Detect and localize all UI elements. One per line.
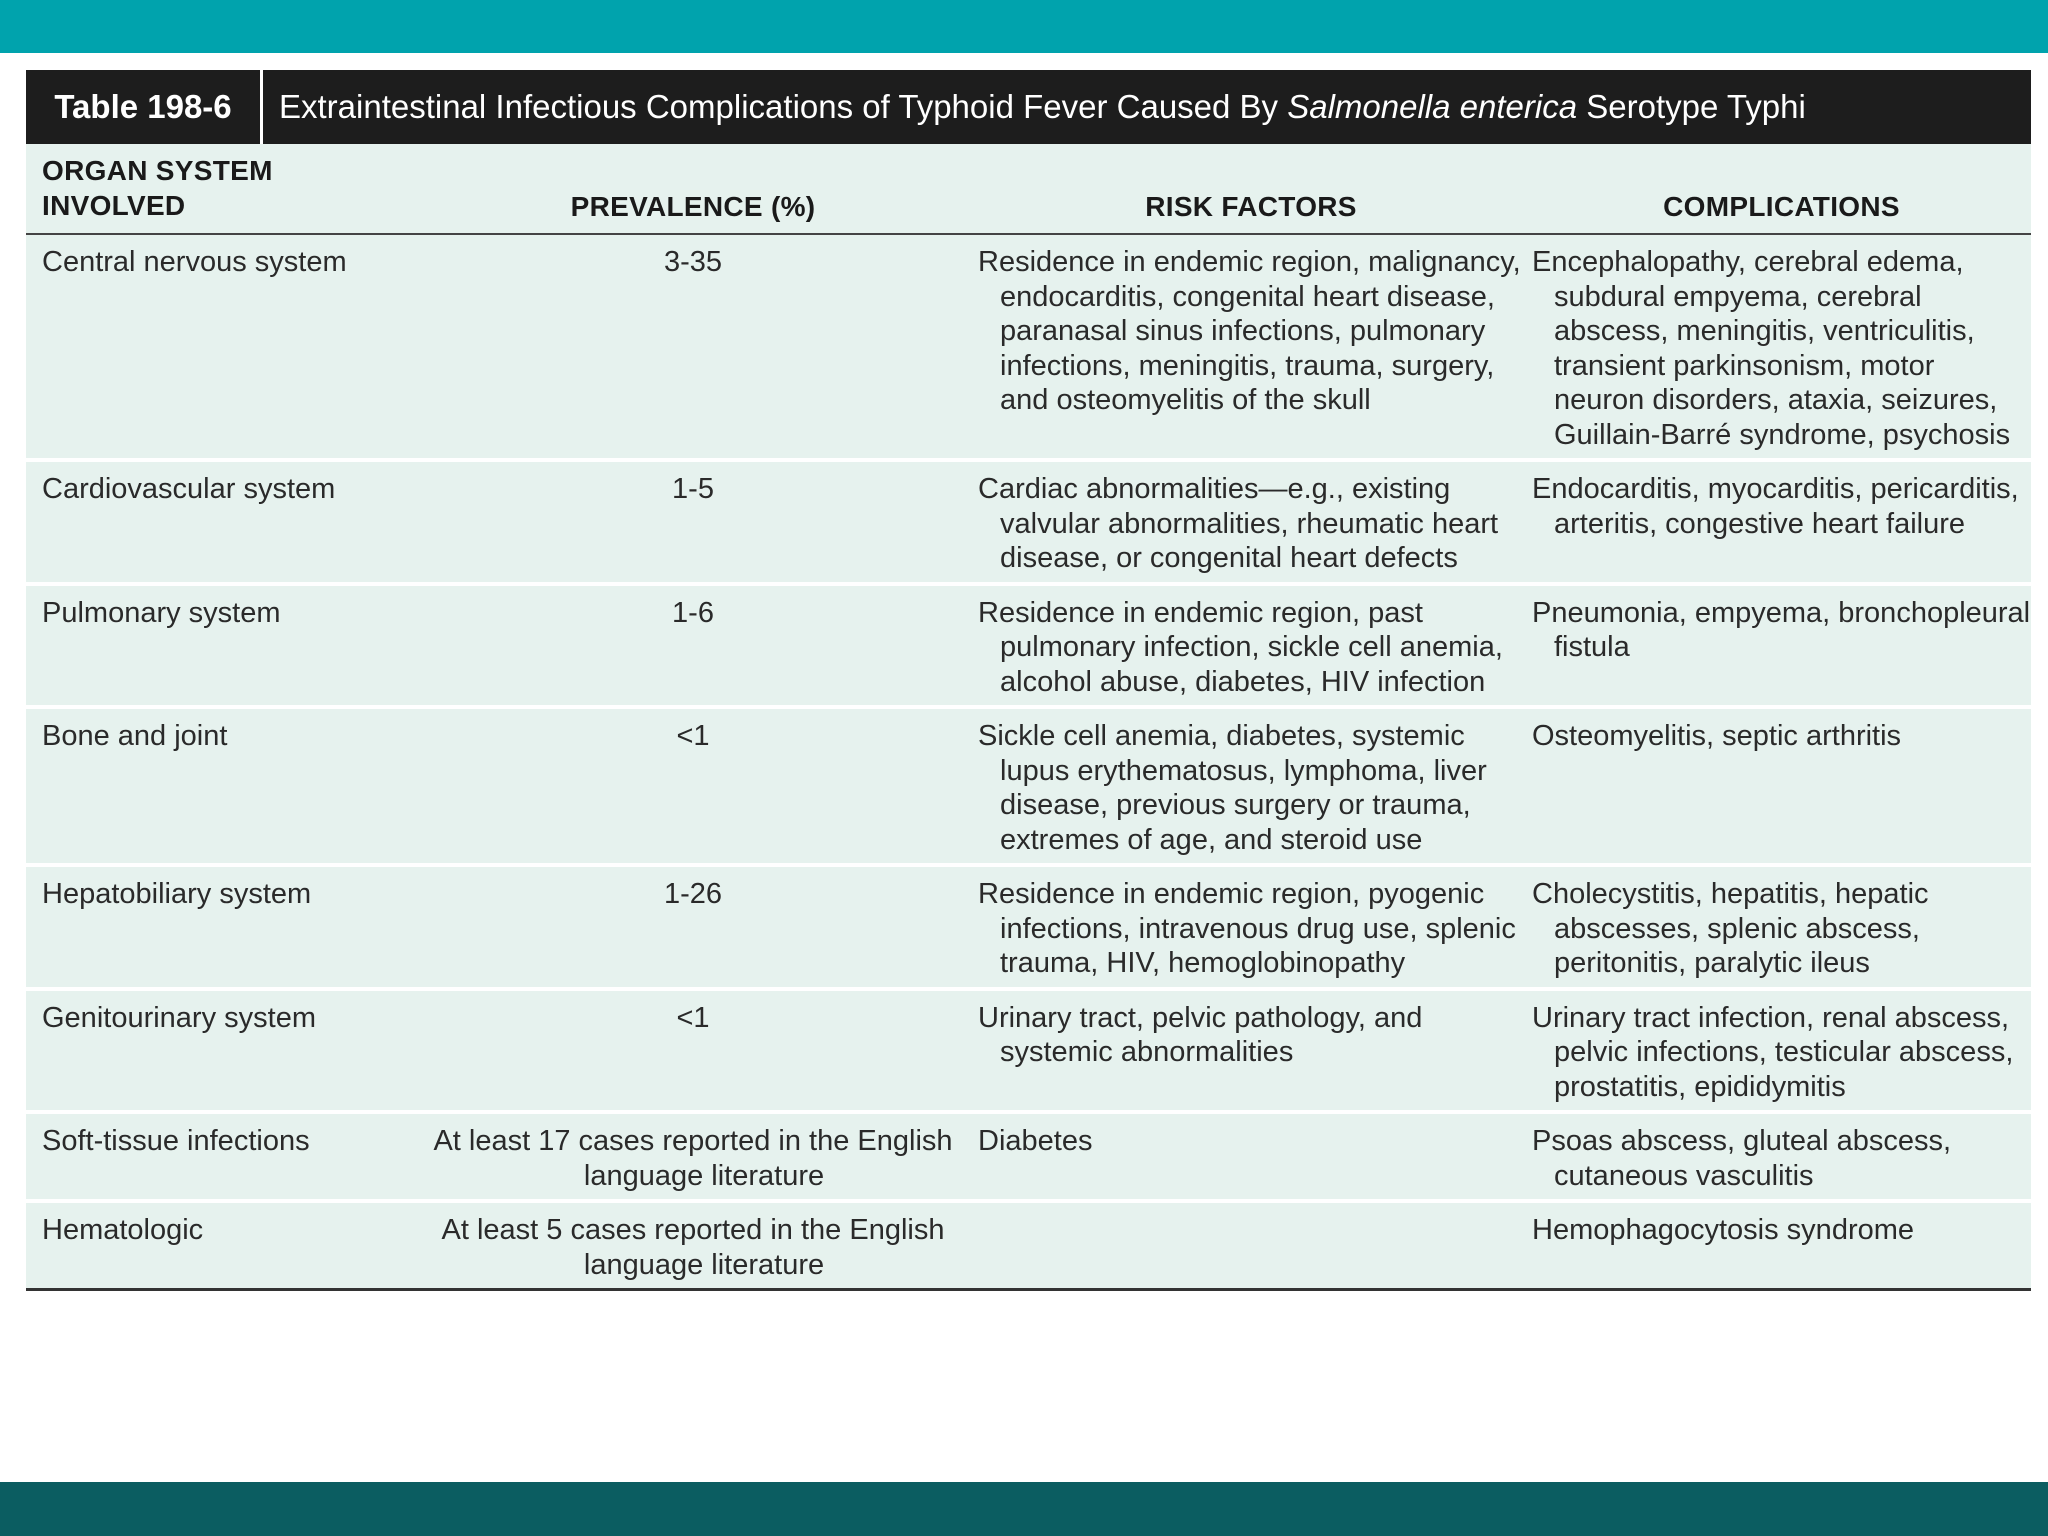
cell-risk [970,1124,1524,1193]
cell-risk-text: Sickle cell anemia, diabetes, systemic lupus erythematosus, lymphoma, liver disease, previous surgery or trauma, extremes of age, and steroid use [978,720,1487,856]
cell-complications-text: Osteomyelitis, septic arthritis [1532,720,1902,752]
cell-organ: Central nervous system [42,246,347,278]
cell-risk-text: Residence in endemic region, pyogenic infections, intravenous drug use, splenic trauma, HIV, hemoglobinopathy [978,878,1516,979]
table-row [26,991,2031,1115]
cell-prevalence-text: 1-5 [672,473,714,505]
cell-complications [1524,1001,2031,1105]
cell-risk [970,1213,1524,1282]
table-number: Table 198-6 [26,70,263,144]
cell-complications [1524,245,2031,452]
cell-prevalence [416,1124,970,1193]
table-row [26,462,2031,586]
cell-organ: Genitourinary system [42,1001,316,1034]
cell-prevalence [416,596,970,700]
header-organ-line2: INVOLVED [42,190,186,221]
cell-prevalence-text: <1 [676,720,710,752]
table-title-part2: Serotype Typhi [1577,88,1806,125]
cell-organ: Hepatobiliary system [42,878,312,910]
cell-prevalence-text: <1 [676,1001,710,1034]
cell-prevalence [416,472,970,576]
cell-risk [970,245,1524,452]
cell-prevalence [416,1001,970,1105]
table-row [26,586,2031,710]
cell-organ: Bone and joint [42,720,228,752]
header-organ-line1: ORGAN SYSTEM [42,155,273,186]
table-title-bar [26,70,2031,144]
table-title [263,88,1806,126]
cell-organ: Soft-tissue infections [42,1125,310,1157]
cell-risk-text: Diabetes [978,1125,1093,1157]
cell-risk [970,877,1524,981]
cell-prevalence-text: 3-35 [663,246,723,278]
cell-risk [970,596,1524,700]
cell-complications-text: Cholecystitis, hepatitis, hepatic abscesses, splenic abscess, peritonitis, paralytic ileus [1532,878,1929,979]
header-organ-system [26,144,416,233]
cell-complications [1524,472,2031,576]
cell-risk [970,719,1524,857]
table-title-italic: Salmonella enterica [1287,88,1578,125]
cell-complications [1524,596,2031,700]
cell-prevalence [416,877,970,981]
cell-organ: Pulmonary system [42,596,281,629]
cell-complications [1524,877,2031,981]
cell-prevalence [416,1213,970,1282]
header-prevalence: PREVALENCE (%) [570,191,816,222]
header-complications: COMPLICATIONS [1663,191,1900,222]
cell-organ: Cardiovascular system [42,473,336,505]
table-title-part1: Extraintestinal Infectious Complications of Typhoid Fever Caused By [279,88,1288,125]
cell-prevalence-text: 1-6 [672,596,714,629]
table-row [26,867,2031,991]
cell-risk [970,1001,1524,1105]
cell-risk [970,472,1524,576]
table-row [26,235,2031,462]
cell-prevalence [416,719,970,857]
bottom-accent-bar [0,1482,2048,1536]
cell-complications [1524,719,2031,857]
table-row [26,1203,2031,1291]
cell-risk-text: Residence in endemic region, malignancy, endocarditis, congenital heart disease, paranasal sinus infections, pulmonary infections, meningitis, trauma, surgery, and osteomyelitis of the skull [978,246,1521,416]
cell-risk-text: Residence in endemic region, past pulmonary infection, sickle cell anemia, alcohol abuse, diabetes, HIV infection [978,596,1503,698]
cell-prevalence-text: 1-26 [663,878,723,910]
cell-risk-text: Cardiac abnormalities—e.g., existing valvular abnormalities, rheumatic heart disease, or congenital heart defects [978,473,1499,574]
cell-complications-text: Hemophagocytosis syndrome [1532,1214,1915,1246]
table-header-row [26,144,2031,235]
cell-organ: Hematologic [42,1214,204,1246]
table-row [26,709,2031,867]
header-risk-factors: RISK FACTORS [1145,191,1357,222]
cell-risk-text: Urinary tract, pelvic pathology, and systemic abnormalities [978,1001,1423,1068]
table-row [26,1114,2031,1203]
complications-table [26,70,2031,1291]
cell-complications-text: Psoas abscess, gluteal abscess, cutaneous vasculitis [1532,1125,1952,1192]
cell-complications-text: Pneumonia, empyema, bronchopleural fistula [1532,596,2031,663]
cell-complications [1524,1213,2031,1282]
cell-complications-text: Endocarditis, myocarditis, pericarditis, arteritis, congestive heart failure [1532,473,2019,540]
cell-prevalence [416,245,970,452]
top-accent-bar [0,0,2048,53]
cell-complications-text: Encephalopathy, cerebral edema, subdural empyema, cerebral abscess, meningitis, ventriculitis, transient parkinsonism, motor neuron disorders, ataxia, seizures, Guillain-Barré syndrome, psychosis [1532,246,2011,451]
cell-prevalence-text: At least 5 cases reported in the English language literature [441,1214,945,1281]
cell-complications-text: Urinary tract infection, renal abscess, pelvic infections, testicular abscess, prostatitis, epididymitis [1532,1001,2014,1103]
cell-complications [1524,1124,2031,1193]
cell-prevalence-text: At least 17 cases reported in the English language literature [433,1125,953,1192]
